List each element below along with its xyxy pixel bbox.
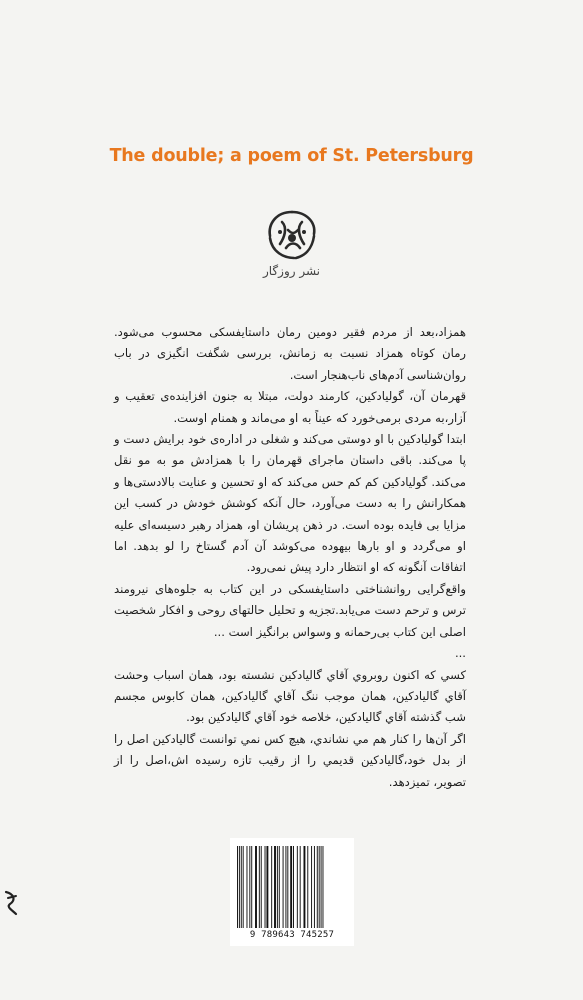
barcode-bar bbox=[287, 846, 288, 928]
barcode-bar bbox=[237, 846, 238, 928]
barcode-bar bbox=[265, 846, 266, 928]
barcode-bar bbox=[283, 846, 284, 928]
barcode-bars bbox=[235, 846, 349, 928]
barcode-bar bbox=[271, 846, 272, 928]
blurb-paragraph: قهرمان آن، گولیادکین، کارمند دولت، مبتلا به جنون افزاینده‌ی تعقیب و آزار،به مردی برمی‌خورد که عیناً به او می‌ماند و همنام اوست. bbox=[114, 389, 466, 425]
flower-emblem-icon bbox=[262, 208, 322, 262]
blurb-text bbox=[114, 322, 466, 793]
barcode-bar bbox=[319, 846, 320, 928]
barcode-bar bbox=[317, 846, 318, 928]
barcode-bar bbox=[300, 846, 301, 928]
quote-paragraph: اگر آن‌ها را كنار هم مي نشاندي، هيچ كس نمي توانست گالیادكين اصل را از بدل خود،گالیادكين قديمي را از رقيب تازه رسيده اش،اصل را از تصوير، تميزدهد. bbox=[114, 731, 466, 789]
barcode-bar bbox=[279, 846, 280, 928]
barcode-bar bbox=[241, 846, 242, 928]
barcode-bar bbox=[274, 846, 276, 928]
barcode-bar bbox=[261, 846, 262, 928]
barcode-bar bbox=[304, 846, 306, 928]
isbn-barcode bbox=[230, 838, 354, 946]
blurb-paragraph: ابتدا گولیادکین با او دوستی می‌کند و شغلی در اداره‌ی خود برایش دست و پا می‌کند. باقی داستان ماجرای قهرمان را با همزادش مو به مو نقل می‌کند. گولیادکین کم کم حس می‌کند که او تحسین و عنایت بالادستی‌ها و همکارانش را به دست می‌آورد، حال آنکه کوشش خودش در کسب این مزایا بی فایده بوده است. در ذهن پریشان او، همزاد رهبر دسیسه‌ای علیه او می‌گردد و او بارها بیهوده می‌کوشد آن آدم گستاخ را لو بدهد. اما اتفاقات آنگونه که او انتظار دارد پیش نمی‌رود. bbox=[114, 432, 466, 575]
blurb-paragraph: واقع‌گرایی روانشناختی داستایفسکی در این کتاب به جلوه‌های نیرومند ترس و ترحم دست می‌یابد.تجزیه و تحلیل حالتهای روحی و افکار شخصیت اصلی این کتاب بی‌رحمانه و وسواس برانگیز است ... bbox=[114, 581, 466, 639]
barcode-bar bbox=[297, 846, 298, 928]
barcode-bar bbox=[321, 846, 322, 928]
barcode-bar bbox=[285, 846, 286, 928]
barcode-bar bbox=[266, 846, 268, 928]
barcode-bar bbox=[290, 846, 292, 928]
ellipsis-separator: ... bbox=[454, 646, 466, 661]
barcode-bar bbox=[323, 846, 324, 928]
barcode-bar bbox=[307, 846, 308, 928]
isbn-number: 9 789643 745257 bbox=[249, 930, 335, 940]
barcode-bar bbox=[314, 846, 315, 928]
signature-icon bbox=[2, 888, 22, 918]
book-title: The double; a poem of St. Petersburg bbox=[109, 146, 474, 166]
barcode-bar bbox=[247, 846, 248, 928]
barcode-bar bbox=[293, 846, 294, 928]
barcode-bar bbox=[259, 846, 260, 928]
barcode-bar bbox=[251, 846, 252, 928]
barcode-bar bbox=[255, 846, 257, 928]
barcode-bar bbox=[249, 846, 250, 928]
barcode-bar bbox=[239, 846, 240, 928]
barcode-bar bbox=[277, 846, 278, 928]
publisher-name: نشر روزگار bbox=[262, 264, 321, 278]
quote-paragraph: كسي كه اكنون روبروي آقاي گالیادكين نشسته بود، همان اسباب وحشت آقاي گالیادكين، همان موجب ننگ آقاي گالیادكين، همان كابوس مجسم شب گذشته آقاي گالیادكين، خلاصه خود آقاي گالیادكين بود. bbox=[114, 667, 466, 725]
barcode-bar bbox=[243, 846, 244, 928]
barcode-bar bbox=[311, 846, 312, 928]
blurb-paragraph: همزاد،بعد از مردم فقیر دومین رمان داستایفسکی محسوب می‌شود. رمان کوتاه همزاد نسبت به زمانش، بررسی شگفت انگیزی در باب روان‌شناسی آدم‌های ناب‌هنجار است. bbox=[114, 325, 466, 382]
